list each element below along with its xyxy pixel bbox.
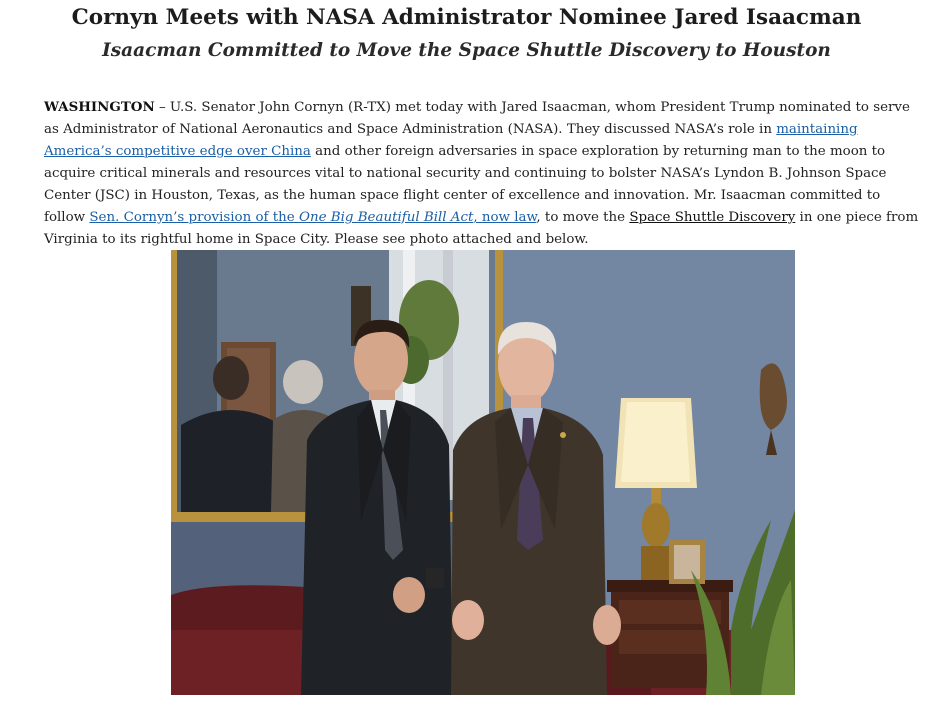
body-text-2: and other foreign adversaries in space exploration by returning man to the moon to acquire critical minerals and resources vital to national security and continuing to bolster NASA’s Lyndon B. Johnson Space Center (JSC) in Houston, Texas, as the human space flight center of excellence and innovation. Mr. Isaacman committed to follow xyxy=(44,144,887,225)
headline: Cornyn Meets with NASA Administrator Nominee Jared Isaacman xyxy=(71,5,862,30)
subheadline: Isaacman Committed to Move the Space Shuttle Discovery to Houston xyxy=(102,40,831,61)
meeting-photo-illustration xyxy=(171,250,795,695)
space-shuttle-discovery-link[interactable]: Space Shuttle Discovery xyxy=(629,210,796,225)
body-text-3: , to move the xyxy=(536,210,630,225)
provision-link[interactable] xyxy=(89,210,536,225)
provision-link-bill-name: One Big Beautiful Bill Act xyxy=(298,210,474,225)
meeting-photo xyxy=(171,250,795,695)
competitive-edge-link[interactable]: maintaining America’s competitive edge over China xyxy=(44,122,858,159)
provision-link-text-c: , now law xyxy=(473,210,537,225)
body-text-4: in one piece from Virginia to its rightful home in Space City. Please see photo attached and below. xyxy=(44,210,919,247)
dateline: WASHINGTON xyxy=(44,99,155,115)
provision-link-text-a: Sen. Cornyn’s provision of the xyxy=(89,210,299,225)
press-release-body xyxy=(44,96,924,251)
body-text-1: – U.S. Senator John Cornyn (R-TX) met today with Jared Isaacman, whom President Trump nominated to serve as Administrator of National Aeronautics and Space Administration (NASA). They discussed NASA’s role in xyxy=(44,100,910,137)
